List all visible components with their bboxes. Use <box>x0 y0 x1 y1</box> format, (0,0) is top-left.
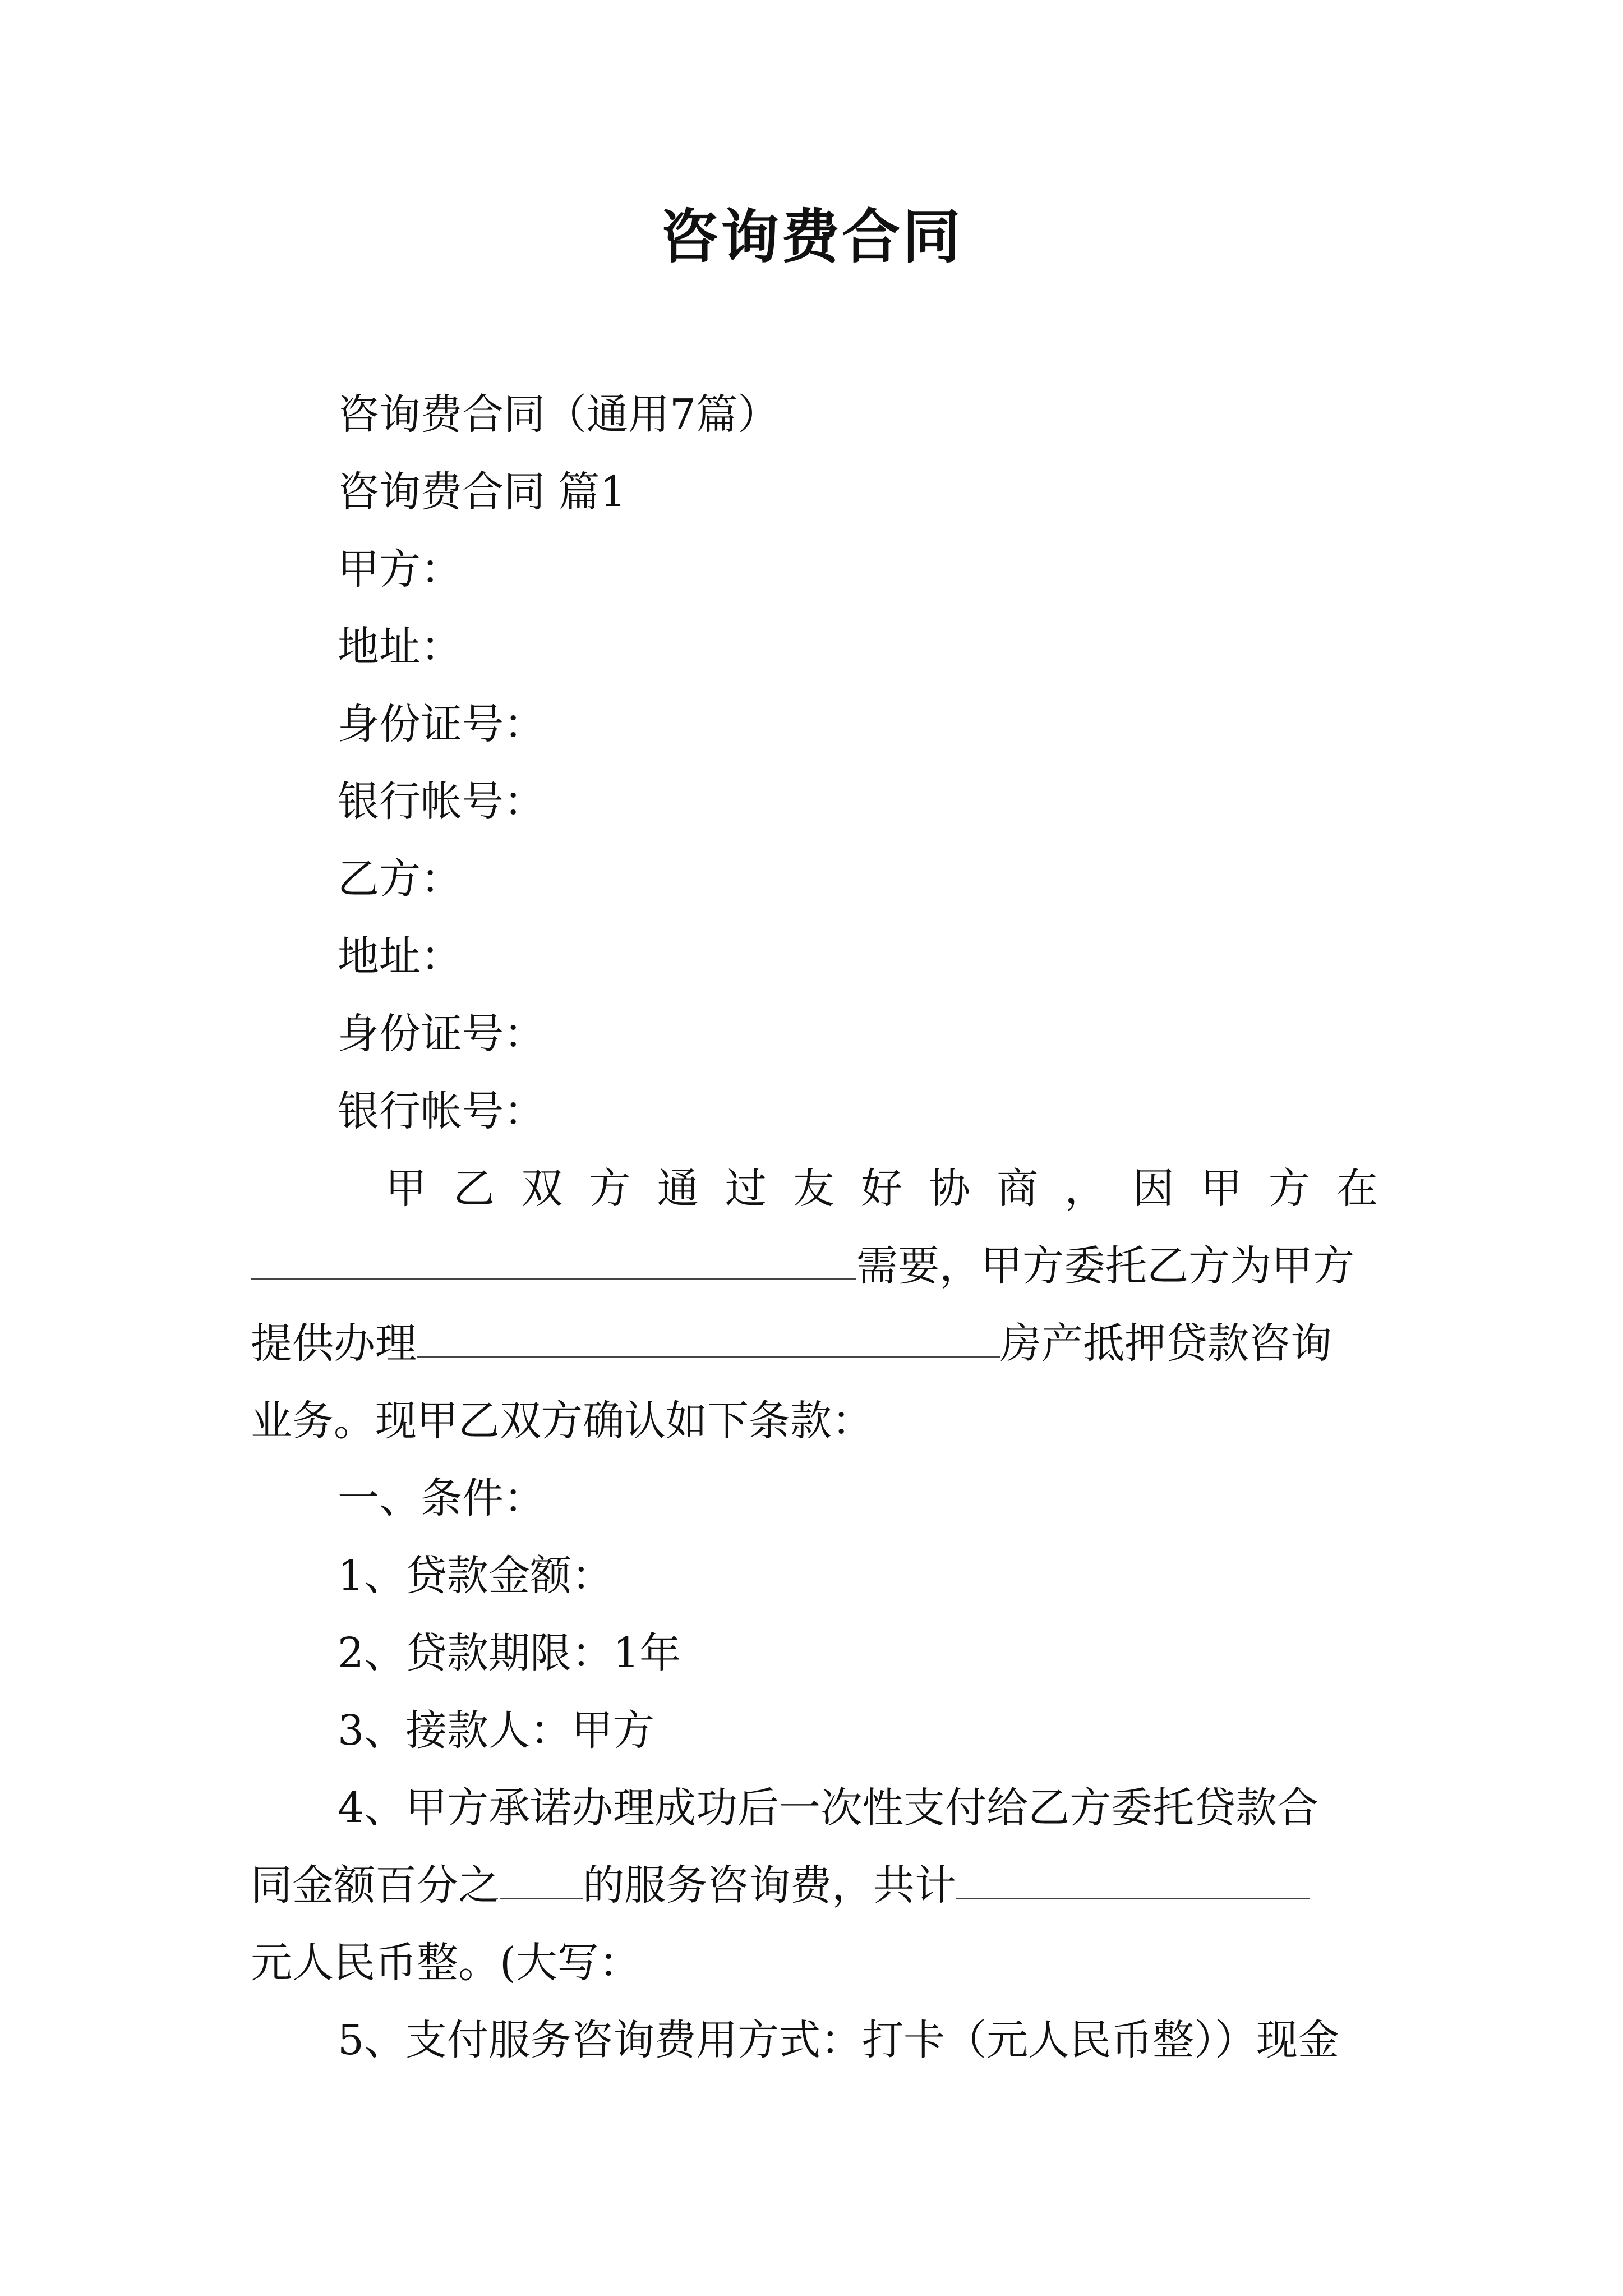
intro-char: 过 <box>725 1165 767 1213</box>
intro-char: 甲 <box>385 1165 427 1213</box>
fill-blank[interactable] <box>251 1239 856 1280</box>
intro-char: 在 <box>1336 1165 1378 1213</box>
intro-text: 提供办理 <box>251 1319 417 1368</box>
fill-blank[interactable] <box>956 1858 1310 1899</box>
intro-paragraph-line4: 业务。现甲乙双方确认如下条款： <box>251 1397 873 1445</box>
document-title: 咨询费合同 <box>660 203 963 271</box>
intro-char: ， <box>1064 1165 1106 1213</box>
clause-2: 2、贷款期限：1年 <box>338 1629 681 1677</box>
party-a-id-line: 身份证号： <box>338 700 545 748</box>
party-a-bank-line: 银行帐号： <box>338 777 545 826</box>
intro-char: 商 <box>997 1165 1039 1213</box>
clause-heading: 一、条件： <box>338 1474 545 1522</box>
intro-char: 方 <box>589 1165 631 1213</box>
intro-char: 方 <box>1268 1165 1310 1213</box>
clause-1: 1、贷款金额： <box>338 1552 614 1600</box>
party-a-address-line: 地址： <box>338 623 462 671</box>
party-b-bank-line: 银行帐号： <box>338 1087 545 1135</box>
clause-3: 3、接款人：甲方 <box>338 1706 655 1755</box>
intro-char: 因 <box>1132 1165 1174 1213</box>
intro-paragraph-line3 <box>251 1305 1378 1382</box>
intro-char: 友 <box>792 1165 834 1213</box>
intro-char: 乙 <box>453 1165 495 1213</box>
fill-blank[interactable] <box>417 1317 1000 1358</box>
intro-char: 通 <box>657 1165 699 1213</box>
subtitle-line: 咨询费合同（通用7篇） <box>338 390 780 439</box>
section-heading: 咨询费合同 篇1 <box>338 468 626 516</box>
intro-char: 甲 <box>1200 1165 1242 1213</box>
intro-paragraph-line1 <box>251 1150 1378 1227</box>
clause-4-line1: 4、甲方承诺办理成功后一次性支付给乙方委托贷款合 <box>338 1784 1319 1832</box>
intro-char: 好 <box>860 1165 902 1213</box>
party-b-id-line: 身份证号： <box>338 1010 545 1058</box>
document-body <box>251 376 1378 2079</box>
clause-4-line2 <box>251 1847 1378 1924</box>
clause-4-line3: 元人民币整。(大写： <box>251 1939 640 1987</box>
clause-5: 5、支付服务咨询费用方式：打卡（元人民币整））现金 <box>338 2016 1340 2064</box>
party-b-address-line: 地址： <box>338 932 462 981</box>
intro-char: 双 <box>521 1165 563 1213</box>
intro-paragraph-line2 <box>251 1227 1378 1305</box>
intro-char: 协 <box>929 1165 971 1213</box>
party-b-line: 乙方： <box>338 855 462 903</box>
clause-text: 同金额百分之 <box>251 1861 500 1910</box>
party-a-line: 甲方： <box>338 545 462 593</box>
intro-text: 房产抵押贷款咨询 <box>1000 1319 1332 1368</box>
clause-text: 的服务咨询费，共计 <box>583 1861 956 1910</box>
intro-text: 需要，甲方委托乙方为甲方 <box>856 1242 1354 1290</box>
fill-blank[interactable] <box>500 1858 583 1899</box>
